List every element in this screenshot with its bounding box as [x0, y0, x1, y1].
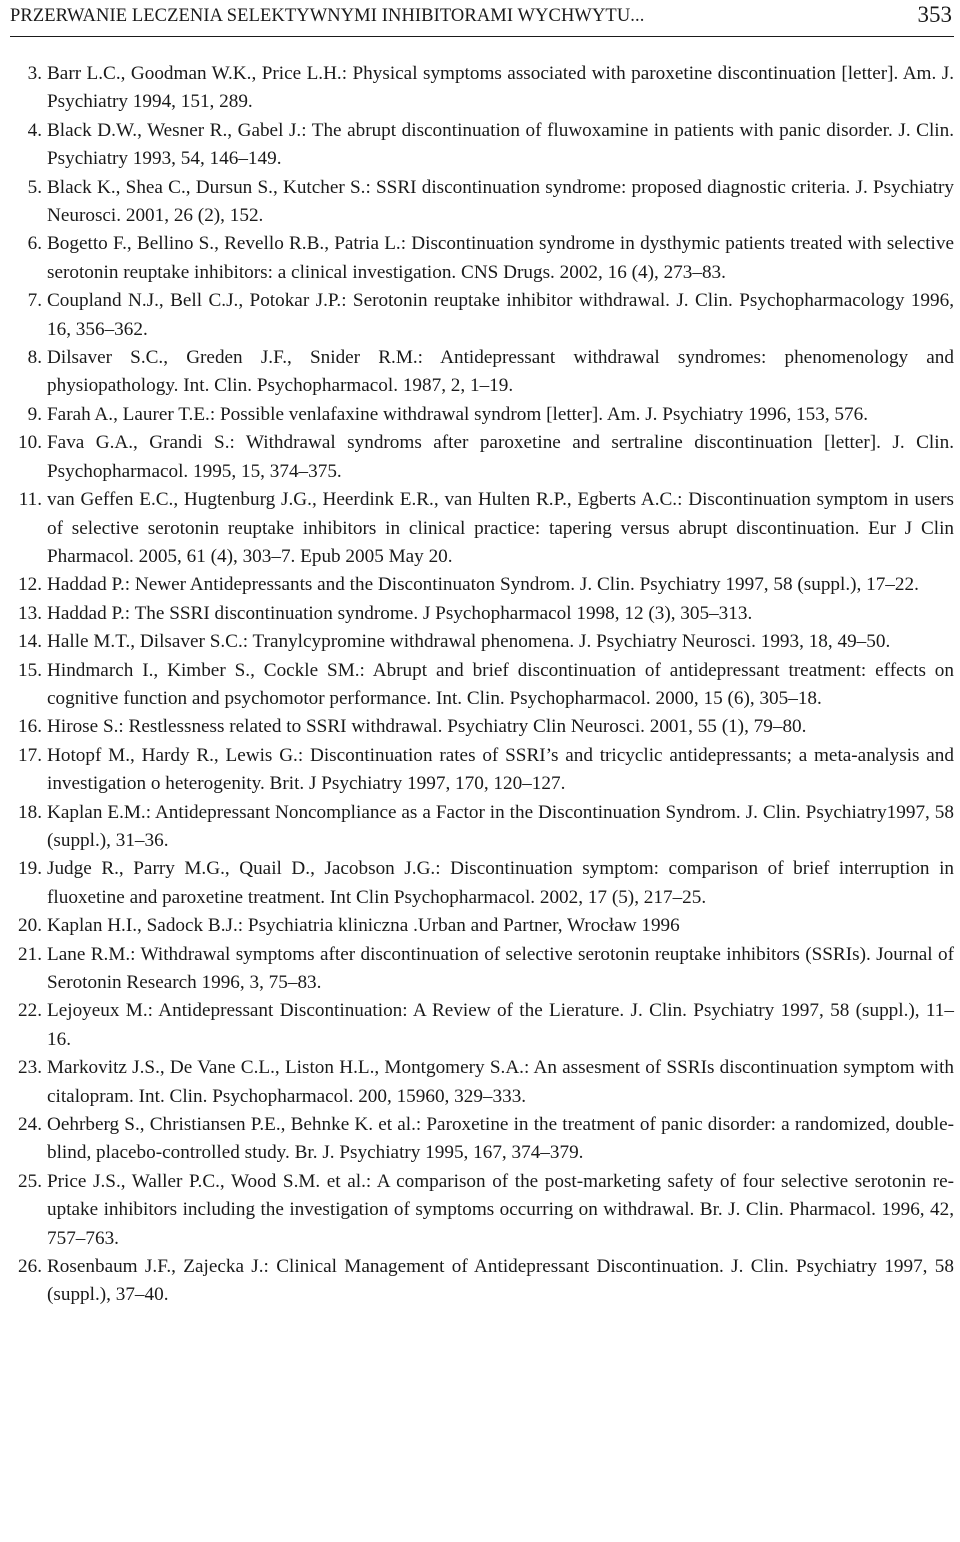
reference-item: [0, 799, 960, 856]
reference-item: [0, 997, 960, 1054]
reference-number: 4.: [27, 119, 42, 141]
reference-number: 20.: [18, 915, 42, 937]
reference-number: 24.: [18, 1114, 42, 1136]
reference-text: Black D.W., Wesner R., Gabel J.: The abrupt discontinuation of fluwoxamine in patients with panic disorder. J. Clin. Psychiatry 1993, 54, 146–149.: [47, 119, 954, 170]
reference-text: Haddad P.: The SSRI discontinuation syndrome. J Psychopharmacol 1998, 12 (3), 305–313.: [47, 602, 753, 624]
reference-text: Hindmarch I., Kimber S., Cockle SM.: Abrupt and brief discontinuation of antidepressant treatment: effects on cognitive function and psychomotor performance. Int. Clin. Psychopharmacol. 2000, 15 (6), 305–18.: [47, 659, 954, 709]
reference-text: Hotopf M., Hardy R., Lewis G.: Discontinuation rates of SSRI’s and tricyclic antidepressants; a meta-analysis and investigation o heterogenity. Brit. J Psychiatry 1997, 170, 120–127.: [47, 744, 954, 795]
reference-number: 19.: [18, 858, 42, 880]
reference-text: Coupland N.J., Bell C.J., Potokar J.P.: Serotonin reuptake inhibitor withdrawal. J. Clin. Psychopharmacology 1996, 16, 356–362.: [47, 290, 954, 340]
reference-item: [0, 657, 960, 714]
reference-text: Kaplan H.I., Sadock B.J.: Psychiatria kliniczna .Urban and Partner, Wrocław 1996: [47, 915, 680, 937]
reference-text: Halle M.T., Dilsaver S.C.: Tranylcypromine withdrawal phenomena. J. Psychiatry Neurosci. 1993, 18, 49–50.: [47, 631, 891, 653]
reference-item: [0, 571, 960, 599]
reference-item: [0, 600, 960, 628]
reference-number: 6.: [27, 233, 42, 255]
reference-number: 9.: [27, 403, 42, 425]
reference-number: 13.: [18, 602, 42, 624]
reference-text: Dilsaver S.C., Greden J.F., Snider R.M.: Antidepressant withdrawal syndromes: phenomenology and physiopathology. Int. Clin. Psychopharmacol. 1987, 2, 1–19.: [47, 347, 954, 397]
reference-text: van Geffen E.C., Hugtenburg J.G., Heerdink E.R., van Hulten R.P., Egberts A.C.: Discontinuation symptom in users of selective serotonin reuptake inhibitors in clinical practice: tapering versus abrupt discontinuation. Eur J Clin Pharmacol. 2005, 61 (4), 303–7. Epub 2005 May 20.: [47, 489, 954, 567]
reference-item: [0, 742, 960, 799]
reference-item: [0, 287, 960, 344]
reference-number: 23.: [18, 1057, 42, 1079]
reference-text: Black K., Shea C., Dursun S., Kutcher S.: SSRI discontinuation syndrome: proposed diagnostic criteria. J. Psychiatry Neurosci. 2001, 26 (2), 152.: [47, 176, 954, 227]
reference-text: Markovitz J.S., De Vane C.L., Liston H.L., Montgomery S.A.: An assesment of SSRIs discontinuation symptom with citalopram. Int. Clin. Psychopharmacol. 200, 15960, 329–333.: [47, 1057, 954, 1107]
page-number: 353: [917, 2, 952, 27]
reference-item: [0, 912, 960, 940]
reference-text: Barr L.C., Goodman W.K., Price L.H.: Physical symptoms associated with paroxetine discontinuation [letter]. Am. J. Psychiatry 1994, 151, 289.: [47, 63, 954, 113]
reference-item: [0, 1168, 960, 1253]
reference-text: Fava G.A., Grandi S.: Withdrawal syndroms after paroxetine and sertraline discontinuation [letter]. J. Clin. Psychopharmacol. 1995, 15, 374–375.: [47, 432, 954, 482]
reference-text: Judge R., Parry M.G., Quail D., Jacobson J.G.: Discontinuation symptom: comparison of brief interruption in fluoxetine and paroxetine treatment. Int Clin Psychopharmacol. 2002, 17 (5), 217–25.: [47, 858, 954, 908]
reference-item: [0, 628, 960, 656]
reference-item: [0, 401, 960, 429]
reference-text: Kaplan E.M.: Antidepressant Noncompliance as a Factor in the Discontinuation Syndrom. J. Clin. Psychiatry1997, 58 (suppl.), 31–36.: [47, 801, 954, 851]
reference-text: Lane R.M.: Withdrawal symptoms after discontinuation of selective serotonin reuptake inhibitors (SSRIs). Journal of Serotonin Research 1996, 3, 75–83.: [47, 943, 954, 993]
reference-item: [0, 174, 960, 231]
reference-text: Rosenbaum J.F., Zajecka J.: Clinical Management of Antidepressant Discontinuation. J. Clin. Psychiatry 1997, 58 (suppl.), 37–40.: [47, 1256, 954, 1306]
reference-number: 14.: [18, 631, 42, 653]
reference-number: 7.: [27, 290, 42, 312]
reference-number: 8.: [27, 347, 42, 369]
reference-item: [0, 855, 960, 912]
reference-number: 21.: [18, 943, 42, 965]
reference-item: [0, 941, 960, 998]
reference-number: 12.: [18, 574, 42, 596]
running-title: PRZERWANIE LECZENIA SELEKTYWNYMI INHIBITORAMI WYCHWYTU...: [10, 6, 645, 26]
reference-number: 26.: [18, 1256, 42, 1278]
reference-number: 18.: [18, 801, 42, 823]
reference-text: Bogetto F., Bellino S., Revello R.B., Patria L.: Discontinuation syndrome in dysthymic patients treated with selective serotonin reuptake inhibitors: a clinical investigation. CNS Drugs. 2002, 16 (4), 273–83.: [47, 233, 954, 283]
reference-item: [0, 1054, 960, 1111]
reference-item: [0, 344, 960, 401]
reference-item: [0, 486, 960, 571]
reference-number: 17.: [18, 744, 42, 766]
reference-item: [0, 60, 960, 117]
reference-number: 22.: [18, 1000, 42, 1022]
reference-text: Farah A., Laurer T.E.: Possible venlafaxine withdrawal syndrom [letter]. Am. J. Psychiatry 1996, 153, 576.: [47, 403, 868, 425]
reference-text: Oehrberg S., Christiansen P.E., Behnke K. et al.: Paroxetine in the treatment of panic disorder: a randomized, double-blind, placebo-controlled study. Br. J. Psychiatry 1995, 167, 374–379.: [47, 1114, 954, 1164]
reference-item: [0, 117, 960, 174]
reference-item: [0, 713, 960, 741]
reference-item: [0, 1111, 960, 1168]
running-header: [10, 2, 954, 37]
reference-number: 5.: [27, 176, 42, 198]
reference-number: 15.: [18, 659, 42, 681]
reference-number: 16.: [18, 716, 42, 738]
reference-item: [0, 429, 960, 486]
reference-number: 3.: [27, 63, 42, 84]
reference-number: 25.: [18, 1170, 42, 1192]
reference-number: 11.: [18, 489, 42, 511]
reference-list: [0, 60, 960, 1310]
reference-text: Hirose S.: Restlessness related to SSRI withdrawal. Psychiatry Clin Neurosci. 2001, 55 (1), 79–80.: [47, 716, 807, 738]
reference-text: Price J.S., Waller P.C., Wood S.M. et al.: A comparison of the post-marketing safety of four selective serotonin re-uptake inhibitors including the investigation of symptoms occurring on withdrawal. Br. J. Clin. Pharmacol. 1996, 42, 757–763.: [47, 1170, 954, 1249]
reference-text: Lejoyeux M.: Antidepressant Discontinuation: A Review of the Lierature. J. Clin. Psychiatry 1997, 58 (suppl.), 11–16.: [47, 1000, 954, 1050]
reference-number: 10.: [18, 432, 42, 454]
reference-item: [0, 1253, 960, 1310]
reference-item: [0, 230, 960, 287]
reference-text: Haddad P.: Newer Antidepressants and the Discontinuaton Syndrom. J. Clin. Psychiatry 1997, 58 (suppl.), 17–22.: [47, 574, 919, 596]
